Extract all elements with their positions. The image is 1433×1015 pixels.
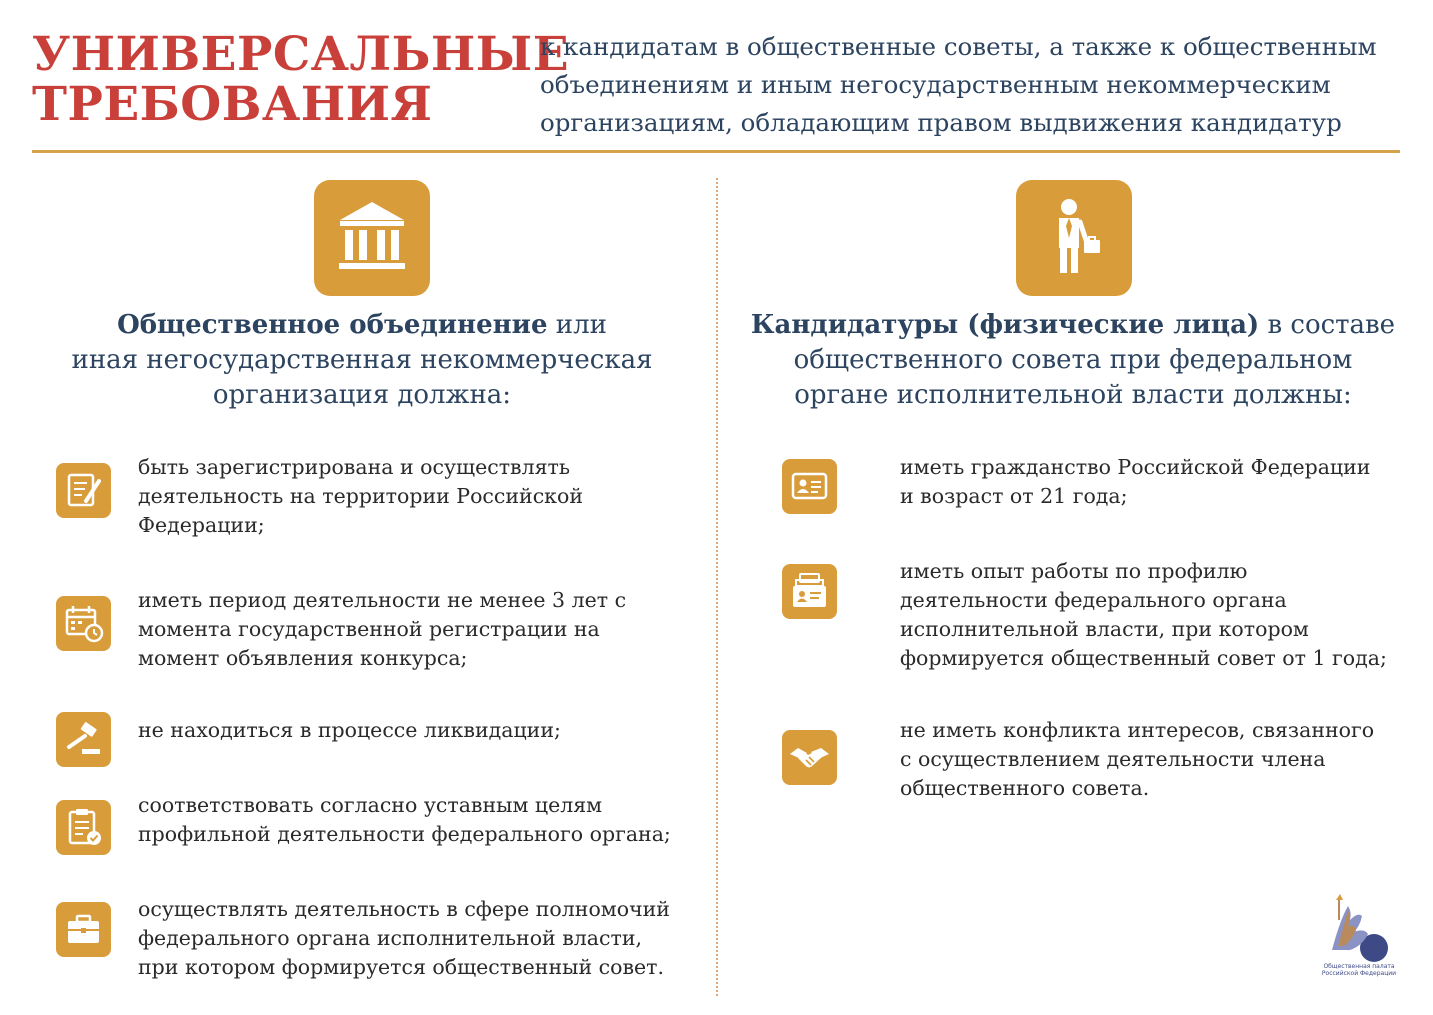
item-text-line: общественного совета.: [900, 776, 1150, 800]
list-item: [138, 791, 671, 849]
item-text-line: соответствовать согласно уставным целям: [138, 793, 603, 817]
item-text-line: при котором формируется общественный совет.: [138, 955, 664, 979]
right-column-heading: [740, 308, 1406, 413]
subtitle-line-1: к кандидатам в общественные советы, а также к общественным: [540, 32, 1377, 61]
item-text-line: и возраст от 21 года;: [900, 484, 1128, 508]
subtitle-line-2: объединениям и иным негосударственным некоммерческим: [540, 70, 1331, 99]
list-item: [900, 453, 1370, 511]
item-text-line: не иметь конфликта интересов, связанного: [900, 718, 1375, 742]
title-line-2: ТРЕБОВАНИЯ: [32, 77, 433, 132]
item-text-line: деятельности федерального органа: [900, 588, 1287, 612]
logo-text-line-1: Общественная палата: [1323, 963, 1395, 970]
subtitle-line-3: организациям, обладающим правом выдвижения кандидатур: [540, 108, 1342, 137]
item-text-line: федерального органа исполнительной власти,: [138, 926, 643, 950]
list-item: [138, 895, 670, 982]
item-text-line: иметь период деятельности не менее 3 лет с: [138, 588, 627, 612]
title-line-1: УНИВЕРСАЛЬНЫЕ: [32, 27, 570, 82]
item-text-line: профильной деятельности федерального органа;: [138, 822, 671, 846]
left-heading-line-3: организация должна:: [212, 380, 512, 410]
clipboard-check-icon: [56, 800, 111, 855]
briefcase-icon: [56, 902, 111, 957]
list-item: [138, 586, 626, 673]
calendar-clock-icon: [56, 596, 111, 651]
gavel-icon: [56, 712, 111, 767]
list-item: [138, 453, 583, 540]
page-title: [32, 27, 570, 132]
item-text-line: иметь опыт работы по профилю: [900, 559, 1248, 583]
right-heading-line-3: органе исполнительной власти должны:: [794, 380, 1352, 410]
header-divider: [32, 150, 1400, 153]
item-text-line: с осуществлением деятельности члена: [900, 747, 1326, 771]
right-heading-bold: Кандидатуры (физические лица): [750, 310, 1260, 340]
civic-chamber-logo: [1318, 888, 1400, 978]
left-heading-bold: Общественное объединение: [117, 310, 548, 340]
left-heading-line-2: иная негосударственная некоммерческая: [71, 345, 653, 375]
item-text-line: иметь гражданство Российской Федерации: [900, 455, 1371, 479]
item-text-line: формируется общественный совет от 1 года;: [900, 646, 1387, 670]
left-column-heading: [30, 308, 694, 413]
id-card-icon: [782, 459, 837, 514]
item-text-line: исполнительной власти, при котором: [900, 617, 1309, 641]
list-item: [138, 716, 561, 745]
right-heading-line-2: общественного совета при федеральном: [793, 345, 1353, 375]
document-edit-icon: [56, 463, 111, 518]
item-text-line: момента государственной регистрации на: [138, 617, 600, 641]
item-text-line: не находиться в процессе ликвидации;: [138, 718, 561, 742]
logo-text-line-2: Российской Федерации: [1321, 970, 1397, 977]
page-subtitle: [540, 28, 1410, 142]
businessman-icon: [1016, 180, 1132, 296]
item-text-line: момент объявления конкурса;: [138, 646, 468, 670]
item-text-line: Федерации;: [138, 513, 265, 537]
list-item: [900, 557, 1387, 673]
item-text-line: осуществлять деятельность в сфере полномочий: [138, 897, 670, 921]
column-divider: [716, 178, 718, 996]
handshake-icon: [782, 730, 837, 785]
list-item: [900, 716, 1374, 803]
resume-folder-icon: [782, 564, 837, 619]
left-heading-rest: или: [547, 310, 607, 340]
item-text-line: деятельность на территории Российской: [138, 484, 584, 508]
government-building-icon: [314, 180, 430, 296]
right-heading-rest: в составе: [1259, 310, 1396, 340]
item-text-line: быть зарегистрирована и осуществлять: [138, 455, 571, 479]
